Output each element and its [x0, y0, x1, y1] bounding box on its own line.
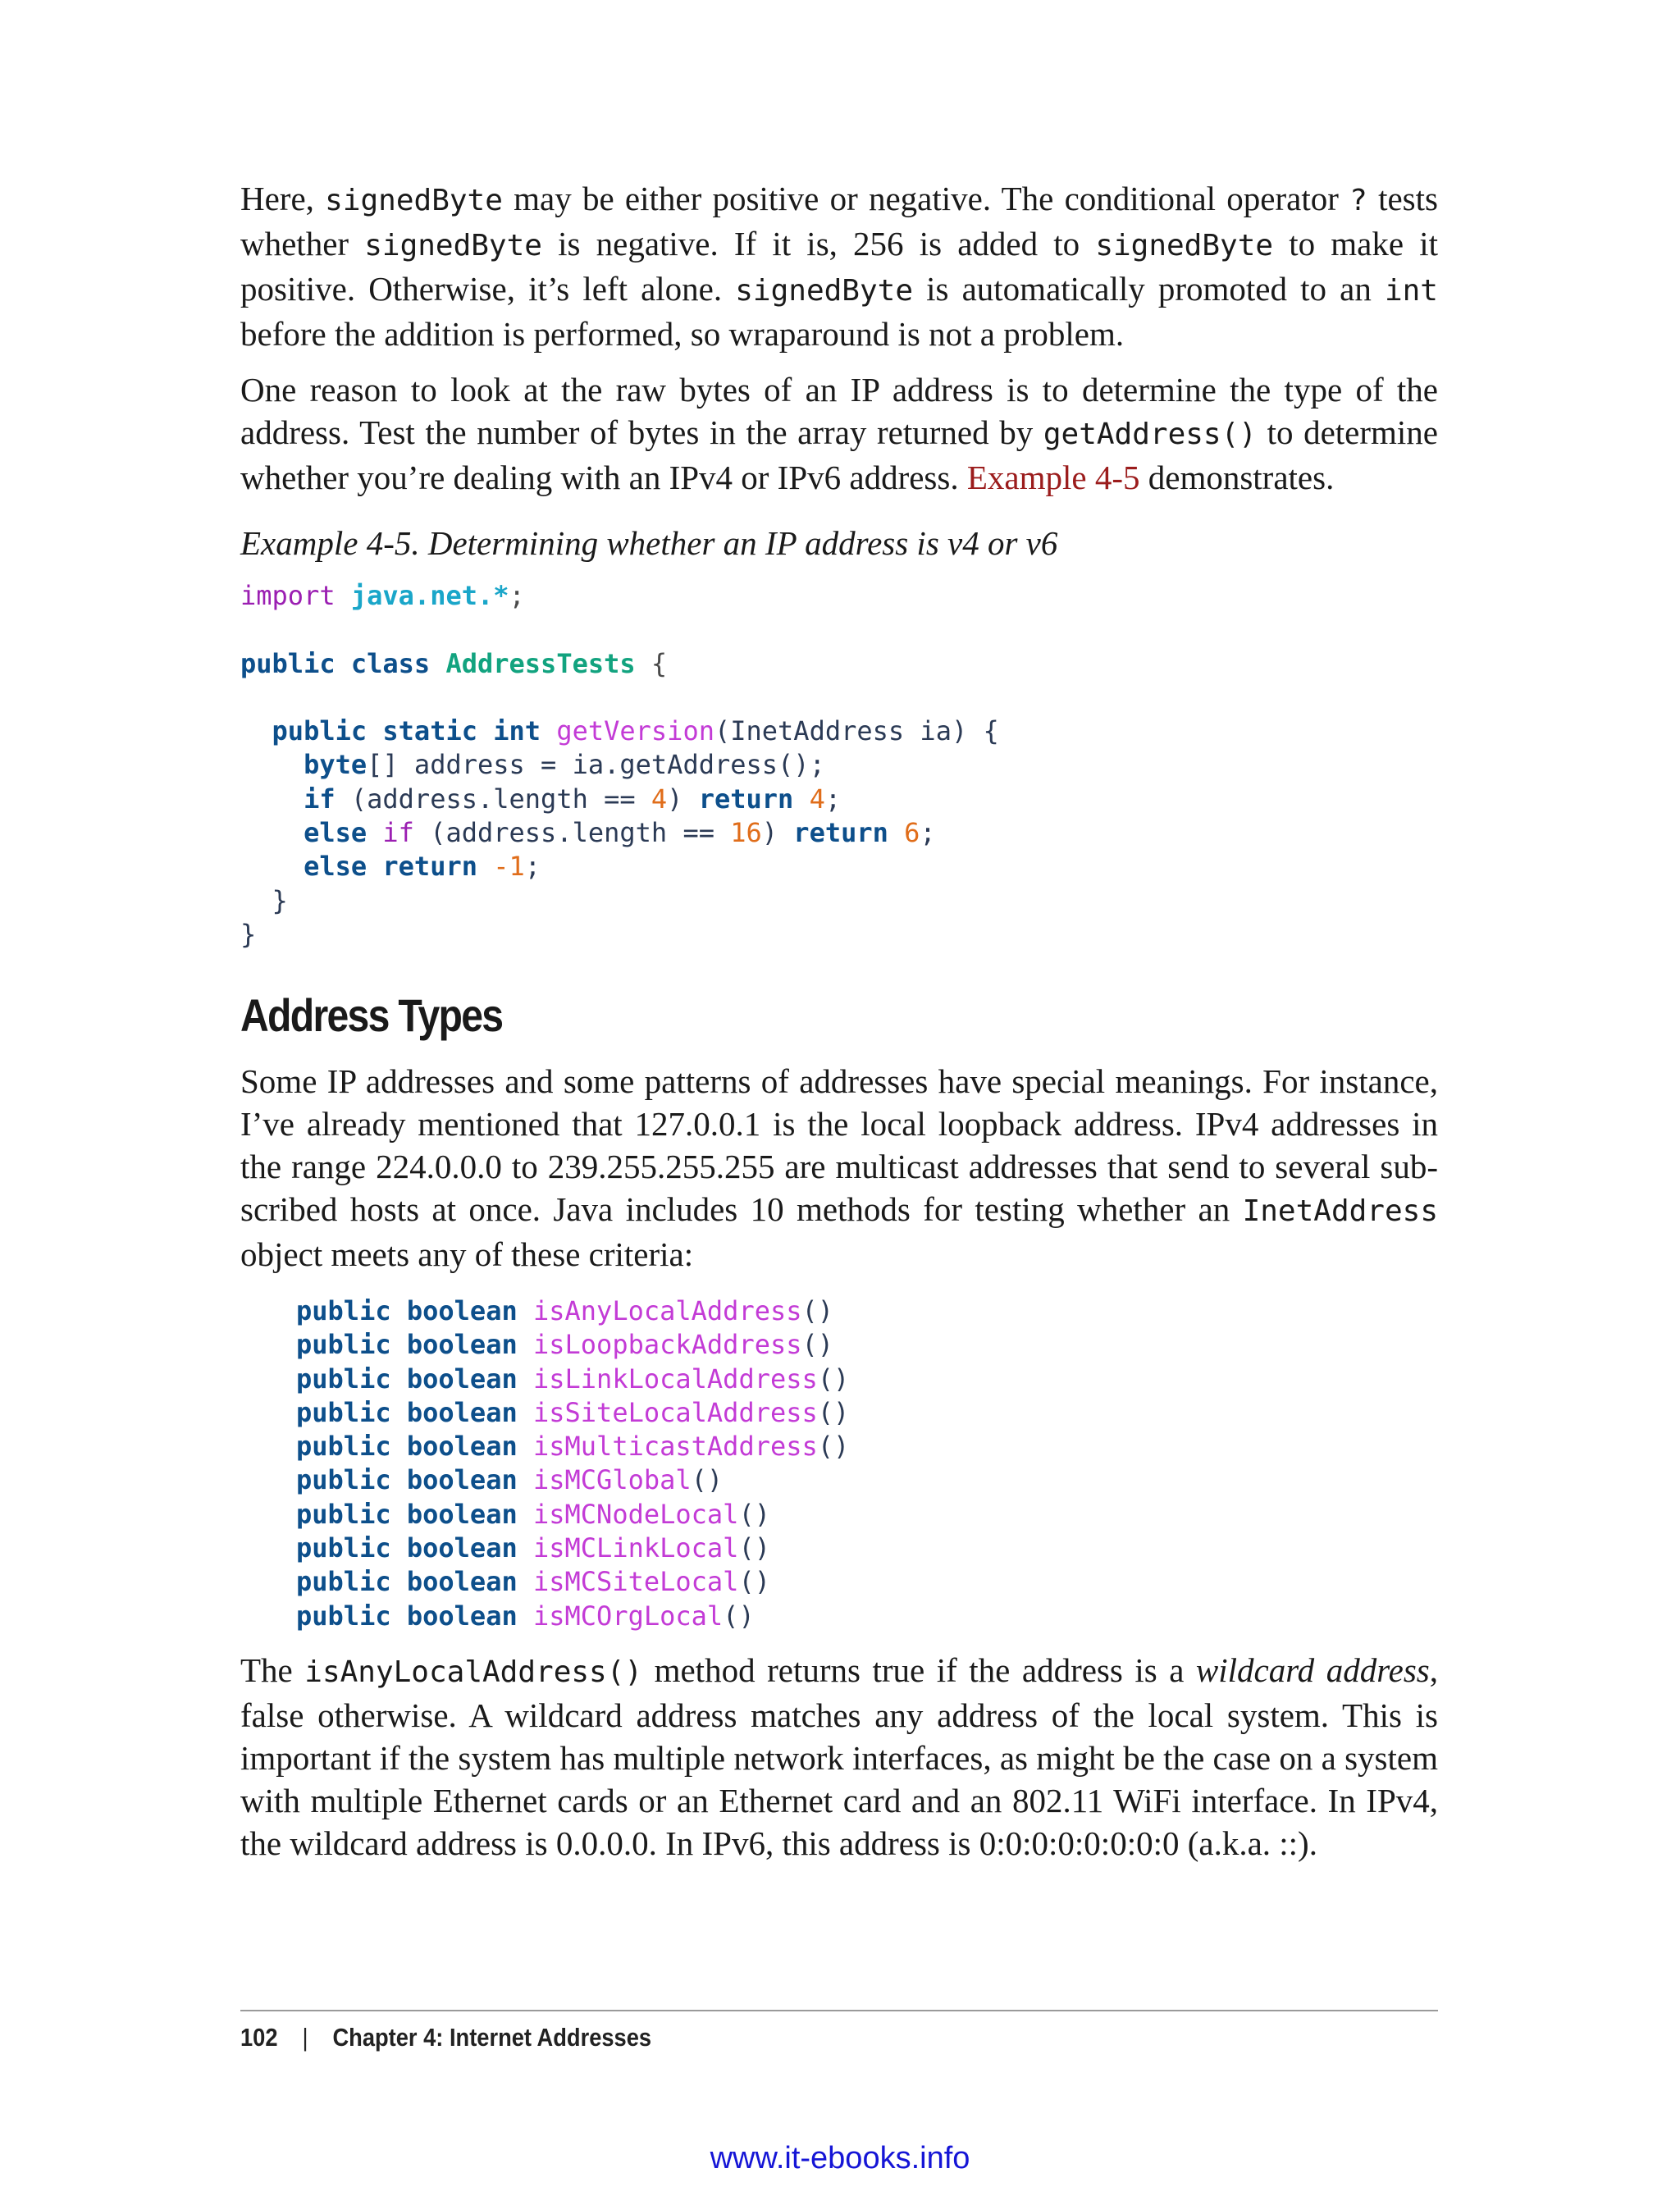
- example-caption: Example 4-5. Determining whether an IP address is v4 or v6: [240, 524, 1058, 562]
- method-signature: public boolean isMCOrgLocal(): [296, 1600, 755, 1632]
- method-signature: public boolean isSiteLocalAddress(): [296, 1396, 850, 1428]
- page-number: 102: [240, 2023, 278, 2052]
- paragraph-wildcard-address: The isAnyLocalAddress() method returns true if the address is a wildcard address, false otherwise. A wildcard address matches any address of the local system. This is important if the system has multiple network interfaces, as might be the case on a system with multiple Ethernet cards or an Ethernet card and an 802.11 WiFi interface. In IPv4, the wildcard address is 0.0.0.0. In IPv6, this address is 0:0:0:0:0:0:0:0 (a.k.a. ::).: [240, 1651, 1438, 1862]
- watermark-link[interactable]: www.it-ebooks.info: [710, 2141, 970, 2175]
- page-footer: [240, 2021, 651, 2054]
- paragraph-special-addresses: Some IP addresses and some patterns of addresses have special meanings. For instance, I’ve already mentioned that 127.0.0.1 is the local loopback address. IPv4 addresses in the range 224.0.0.0 to 239.255.255.255 are multicast addresses that send to several sub‐ scribed hosts at once. Java includes 10 methods for testing whether an InetAddress object meets any of these criteria:: [240, 1062, 1438, 1273]
- inline-code: InetAddress: [1242, 1194, 1438, 1228]
- inline-code: isAnyLocalAddress(): [304, 1655, 643, 1689]
- inline-code: int: [1384, 274, 1438, 308]
- inline-code: ?: [1349, 184, 1367, 217]
- inline-code: signedByte: [735, 274, 913, 308]
- method-signature: public boolean isMCGlobal(): [296, 1464, 724, 1496]
- paragraph-signed-byte: Here, signedByte may be either positive or negative. The conditional operator ? tests whether signedByte is negative. If it is, 256 is added to signedByte to make it positive. Otherwise, it’s left alone. signedByte is automatically promoted to an int before the addition is performed, so wraparound is not a problem.: [240, 180, 1438, 353]
- book-page: [240, 0, 1438, 2205]
- inline-code: signedByte: [1095, 229, 1274, 262]
- method-signature: public boolean isMulticastAddress(): [296, 1431, 850, 1463]
- method-signature: public boolean isMCLinkLocal(): [296, 1532, 770, 1564]
- section-heading-address-types: Address Types: [240, 989, 503, 1041]
- method-signature: public boolean isLinkLocalAddress(): [296, 1363, 850, 1395]
- example-4-5-link[interactable]: Example 4-5: [966, 459, 1140, 496]
- method-signature: public boolean isLoopbackAddress(): [296, 1329, 834, 1361]
- inline-code: signedByte: [364, 229, 542, 262]
- code-example-address-tests: import java.net.*; public class AddressTests { public static int getVersion(InetAddress ia) { byte[] address = ia.getAddress(); if (address.length == 4) return 4; else if (address.length == 16) return 6; else return -1; } }: [240, 580, 999, 950]
- method-signature: public boolean isMCSiteLocal(): [296, 1566, 770, 1598]
- code-method-list: [296, 1294, 849, 1633]
- footer-separator: |: [302, 2023, 308, 2052]
- paragraph-raw-bytes: One reason to look at the raw bytes of an IP address is to determine the type of the address. Test the number of bytes in the array returned by getAddress() to determine whether you’re dealing with an IPv4 or IPv6 address. Example 4-5 demonstrates.: [240, 371, 1439, 496]
- inline-code: signedByte: [325, 184, 503, 217]
- method-signature: public boolean isAnyLocalAddress(): [296, 1295, 834, 1326]
- emphasis-term: wildcard address: [1195, 1651, 1430, 1689]
- chapter-title: Chapter 4: Internet Addresses: [332, 2023, 652, 2052]
- footer-divider: [240, 2010, 1438, 2011]
- inline-code: getAddress(): [1043, 418, 1257, 451]
- method-signature: public boolean isMCNodeLocal(): [296, 1498, 770, 1530]
